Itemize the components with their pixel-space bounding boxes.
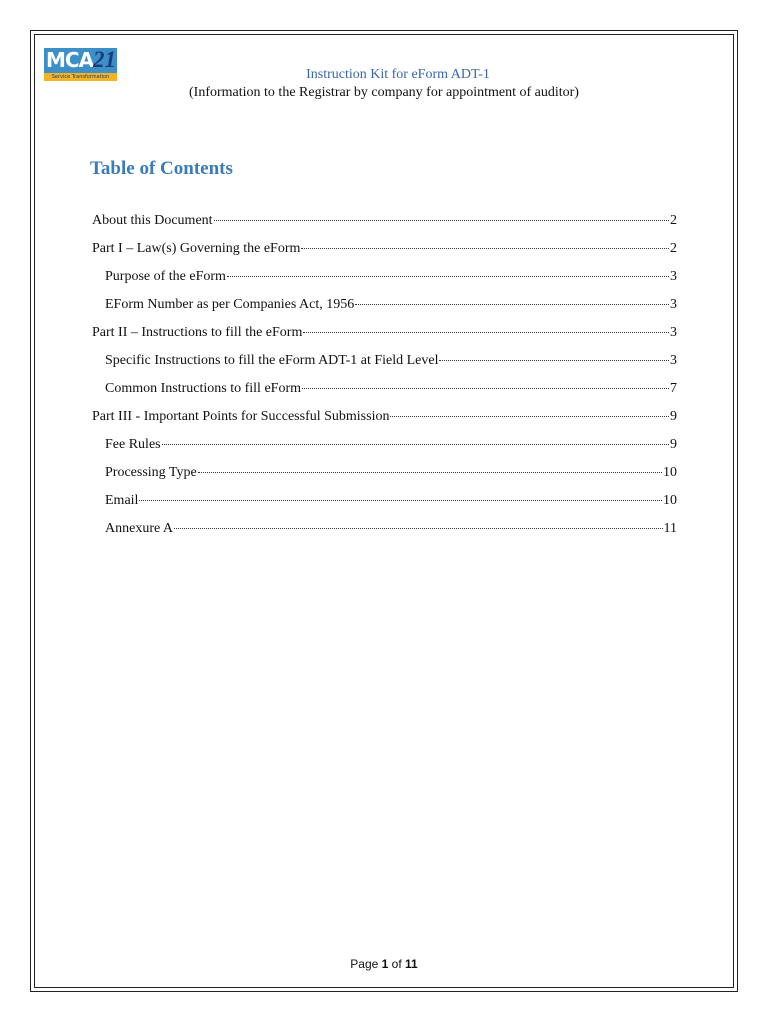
toc-page-number: 3 — [670, 269, 677, 284]
toc-entry-text: Part III - Important Points for Successful Submission — [92, 409, 390, 424]
toc-entry-part-2[interactable] — [92, 321, 677, 342]
toc-leader-dots — [439, 346, 669, 361]
toc-page-number: 10 — [663, 493, 677, 508]
toc-leader-dots — [227, 262, 669, 277]
document-subtitle: (Information to the Registrar by company for appointment of auditor) — [189, 85, 579, 100]
toc-entry-processing-type[interactable] — [105, 461, 677, 482]
toc-page-number: 2 — [670, 241, 677, 256]
toc-entry-text: Part I – Law(s) Governing the eForm — [92, 241, 301, 256]
toc-leader-dots — [162, 430, 669, 445]
document-title: Instruction Kit for eForm ADT-1 — [306, 67, 490, 82]
toc-leader-dots — [214, 206, 669, 221]
toc-entry-part-1[interactable] — [92, 237, 677, 258]
footer-page-word: Page — [350, 957, 379, 971]
page-number-footer — [0, 957, 768, 971]
footer-of-word: of — [391, 957, 402, 971]
toc-leader-dots — [303, 318, 669, 333]
footer-total-pages: 11 — [405, 957, 418, 971]
toc-leader-dots — [302, 374, 669, 389]
toc-entry-purpose[interactable] — [105, 265, 677, 286]
toc-page-number: 10 — [663, 465, 677, 480]
toc-entry-text: Email — [105, 493, 139, 508]
toc-entry-text: Purpose of the eForm — [105, 269, 226, 284]
toc-leader-dots — [139, 486, 662, 501]
toc-entry-common-instructions[interactable] — [105, 377, 677, 398]
toc-entry-fee-rules[interactable] — [105, 433, 677, 454]
toc-page-number: 9 — [670, 409, 677, 424]
toc-entry-text: EForm Number as per Companies Act, 1956 — [105, 297, 355, 312]
toc-entry-email[interactable] — [105, 489, 677, 510]
toc-entry-text: Common Instructions to fill eForm — [105, 381, 301, 396]
toc-leader-dots — [355, 290, 669, 305]
toc-entry-text: Part II – Instructions to fill the eForm — [92, 325, 303, 340]
logo-tagline: Service Transformation — [44, 73, 117, 81]
toc-entry-about[interactable] — [92, 209, 677, 230]
toc-page-number: 3 — [670, 353, 677, 368]
footer-current-page: 1 — [381, 957, 389, 971]
toc-page-number: 3 — [670, 325, 677, 340]
toc-page-number: 7 — [670, 381, 677, 396]
toc-entry-part-3[interactable] — [92, 405, 677, 426]
toc-entry-text: Specific Instructions to fill the eForm ADT-1 at Field Level — [105, 353, 439, 368]
toc-entry-text: About this Document — [92, 213, 213, 228]
logo-mca-text: MCA — [46, 48, 94, 72]
toc-leader-dots — [198, 458, 662, 473]
toc-entry-specific-instructions[interactable] — [105, 349, 677, 370]
toc-entry-eform-number[interactable] — [105, 293, 677, 314]
toc-page-number: 9 — [670, 437, 677, 452]
toc-leader-dots — [390, 402, 669, 417]
toc-heading: Table of Contents — [90, 158, 233, 179]
toc-leader-dots — [174, 514, 662, 529]
logo-number: 21 — [93, 48, 116, 72]
toc-page-number: 2 — [670, 213, 677, 228]
toc-page-number: 11 — [663, 521, 677, 536]
toc-page-number: 3 — [670, 297, 677, 312]
toc-entry-text: Annexure A — [105, 521, 174, 536]
toc-entry-annexure-a[interactable] — [105, 517, 677, 538]
toc-leader-dots — [301, 234, 669, 249]
toc-entry-text: Fee Rules — [105, 437, 161, 452]
toc-entry-text: Processing Type — [105, 465, 197, 480]
